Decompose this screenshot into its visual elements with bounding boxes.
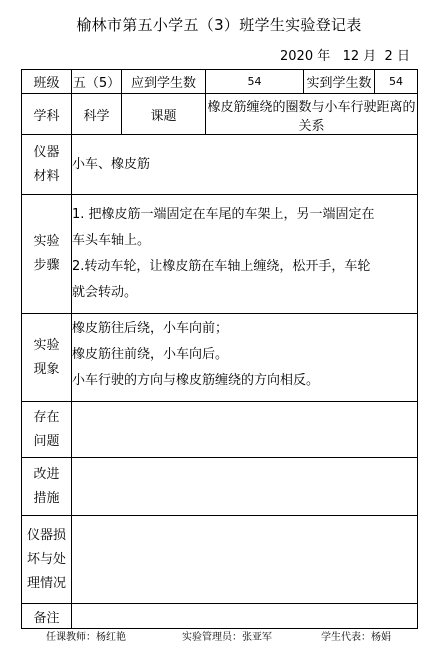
steps-line: 2.转动车轮，让橡皮筋在车轴上缠绕，松开手，车轮 <box>72 259 371 274</box>
date: 2020 年 12 月 2 日 <box>280 49 410 64</box>
damage-label-line2: 坏与处 <box>26 551 66 567</box>
improvements-label <box>22 458 72 516</box>
subject-value: 科学 <box>72 94 122 135</box>
problems-value <box>72 402 418 458</box>
damage-value <box>72 516 418 604</box>
phenomenon-label-line2: 现象 <box>33 361 60 377</box>
problems-label <box>22 402 72 458</box>
phenomenon-label <box>22 314 72 402</box>
topic-label: 课题 <box>122 94 206 135</box>
expected-students-value: 54 <box>206 70 304 94</box>
student-rep-signature: 学生代表：杨娟 <box>321 632 391 643</box>
steps-content <box>72 195 418 314</box>
remarks-value <box>72 604 418 629</box>
steps-label-line1: 实验 <box>33 234 60 249</box>
equipment-value: 小车、橡皮筋 <box>72 135 418 195</box>
registration-form <box>21 69 418 629</box>
phenomenon-line: 橡皮筋往前绕，小车向后。 <box>72 347 229 362</box>
phenomenon-line: 小车行驶的方向与橡皮筋缠绕的方向相反。 <box>72 373 320 388</box>
equipment-label <box>22 135 72 195</box>
signatures <box>0 628 438 644</box>
steps-label <box>22 195 72 314</box>
topic-value: 橡皮筋缠绕的圈数与小车行驶距离的关系 <box>206 94 418 135</box>
damage-label-line1: 仪器损 <box>26 527 66 543</box>
steps-line: 车头车轴上。 <box>72 233 151 248</box>
manager-signature: 实验管理员：张亚军 <box>182 632 272 643</box>
page-title: 榆林市第五小学五（3）班学生实验登记表 <box>76 16 362 34</box>
damage-label <box>22 516 72 604</box>
steps-label-line2: 步骤 <box>33 258 60 273</box>
steps-line: 就会转动。 <box>72 285 138 300</box>
remarks-label: 备注 <box>22 604 72 629</box>
actual-students-label: 实到学生数 <box>304 70 375 94</box>
equipment-label-line1: 仪器 <box>33 144 60 160</box>
phenomenon-line: 橡皮筋往后绕，小车向前； <box>72 321 229 336</box>
improvements-value <box>72 458 418 516</box>
subject-label: 学科 <box>22 94 72 135</box>
phenomenon-label-line1: 实验 <box>33 337 60 353</box>
improvements-label-line1: 改进 <box>33 466 60 482</box>
expected-students-label: 应到学生数 <box>122 70 206 94</box>
improvements-label-line2: 措施 <box>33 490 60 506</box>
equipment-label-line2: 材料 <box>33 168 60 184</box>
problems-label-line1: 存在 <box>33 409 60 425</box>
problems-label-line2: 问题 <box>33 433 60 449</box>
damage-label-line3: 理情况 <box>26 575 66 591</box>
teacher-signature: 任课教师：杨红艳 <box>46 632 126 643</box>
actual-students-value: 54 <box>375 70 418 94</box>
class-value: 五（5） <box>72 70 122 94</box>
class-label: 班级 <box>22 70 72 94</box>
steps-line: 1. 把橡皮筋一端固定在车尾的车架上，另一端固定在 <box>72 207 375 222</box>
phenomenon-content <box>72 314 418 402</box>
